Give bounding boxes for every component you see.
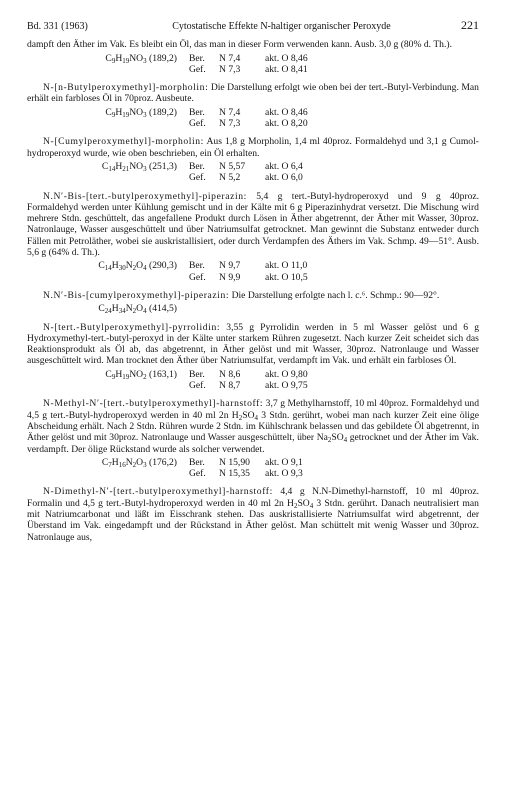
procedure-section: [27, 290, 479, 315]
analysis-values: [189, 457, 303, 480]
analysis-cell: akt. O 8,46: [265, 52, 308, 64]
procedure-body: dampft den Äther im Vak. Es bleibt ein Öl, das man in dieser Form verwenden kann. Ausb. 3,0 g (80% d. Th.).: [27, 39, 452, 51]
analysis-values: [189, 53, 308, 76]
analysis-cell: akt. O 10,5: [265, 271, 308, 283]
procedure-body: Aus 1,8 g Morpholin, 1,4 ml 40proz. Formaldehyd und 3,1 g Cumol-hydroperoxyd wurde, wie oben beschrieben, ein Öl erhalten.: [27, 136, 479, 159]
procedure-section: [27, 191, 479, 283]
procedure-body: 3,55 g Pyrrolidin werden in 5 ml Wasser gelöst und 6 g Hydroxymethyl-tert.-butyl-peroxyd in der Kälte unter starkem Rühren zugesetzt. Nach kurzer Zeit scheidet sich das Reaktionsprodukt als Öl ab, das abgetrennt, in Äther gelöst und mit Wasser, 30proz. Natronlauge und Wasser ausgeschüttelt wird. Man trocknet den Äther über Natriumsulfat, verdampft im Vak. und erhält ein farbloses Öl.: [27, 321, 479, 367]
procedure-text: [27, 486, 479, 542]
analysis-cell: akt. O 8,20: [265, 118, 308, 130]
analysis-cell: akt. O 8,46: [265, 106, 308, 118]
molecular-formula: $C_9H_{19}NO_3$ (189,2): [105, 106, 177, 119]
analysis-cell: akt. O 6,4: [265, 160, 303, 172]
procedure-section: [27, 486, 479, 542]
procedure-text: [27, 136, 479, 159]
analysis-cell: akt. O 9,75: [265, 380, 308, 392]
running-header: [27, 20, 479, 32]
analysis-values: [189, 303, 265, 314]
elemental-analysis: [27, 161, 479, 184]
compound-name: N-[n-Butylperoxymethyl]-morpholin:: [43, 82, 209, 94]
procedure-body: 3,7 g Methylharnstoff, 10 ml 40proz. Formaldehyd und 4,5 g tert.-Butyl-hydroperoxyd werden in 40 ml 2n $H_2SO_4$ 3 Stdn. gerührt, wobei man nach kurzer Zeit eine ölige Abscheidung erhält. Nach 2 Stdn. Rühren wurde 2 Stdn. im Kühlschrank belassen und das gebildete Öl abgetrennt, in Äther gelöst und mit 30proz. Natronlauge und Wasser ausgeschüttelt, über $Na_2SO_4$ getrocknet und der Äther im Vak. verdampft. Der ölige Rückstand wurde als solcher verwendet.: [27, 398, 480, 455]
analysis-cell: akt. O 6,0: [265, 172, 303, 184]
analysis-cell: Gef.: [189, 271, 206, 283]
analysis-cell: N 7,3: [219, 118, 241, 130]
procedure-section: [27, 398, 479, 479]
analysis-cell: Gef.: [189, 468, 206, 480]
elemental-analysis: [27, 260, 479, 283]
analysis-cell: Ber.: [189, 368, 205, 380]
analysis-cell: N 7,4: [219, 52, 241, 64]
analysis-cell: akt. O 9,3: [265, 468, 303, 480]
analysis-cell: Ber.: [189, 106, 205, 118]
procedure-body: 4,4 g N.N-Dimethyl-harnstoff, 10 ml 40proz. Formalin und 4,5 g tert.-Butyl-hydroperoxyd werden in 40 ml 2n $H_2SO_4$ 3 Stdn. gerührt. Danach neutralisiert man mit Natriumcarbonat und läßt im Eisschrank stehen. Das auskristallisierte Natriumsulfat wird abgetrennt, der Überstand im Vak. eingedampft und der Rückstand in Äther gelöst. Man schüttelt mit wenig Wasser und 30proz. Natronlauge aus,: [27, 486, 480, 543]
procedure-text: [27, 82, 479, 105]
journal-page: [27, 20, 479, 543]
procedure-section: [27, 82, 479, 129]
procedure-text: [27, 290, 479, 301]
molecular-formula: $C_9H_{19}NO_3$ (189,2): [105, 52, 177, 65]
volume-info: Bd. 331 (1963): [27, 21, 88, 32]
procedure-text: [27, 398, 479, 454]
analysis-cell: N 5,2: [219, 172, 241, 184]
molecular-formula: $C_9H_{19}NO_2$ (163,1): [105, 368, 177, 381]
compound-name: N-[tert.-Butylperoxymethyl]-pyrrolidin:: [43, 321, 221, 333]
analysis-cell: Gef.: [189, 172, 206, 184]
procedure-text: [27, 322, 479, 367]
elemental-analysis: [27, 369, 479, 392]
analysis-cell: N 8,6: [219, 368, 241, 380]
procedure-body: Die Darstellung erfolgt wie oben bei der tert.-Butyl-Verbindung. Man erhält ein farbloses Öl in 70proz. Ausbeute.: [27, 82, 479, 105]
analysis-cell: Ber.: [189, 160, 205, 172]
analysis-cell: Ber.: [189, 52, 205, 64]
compound-name: N-Dimethyl-N′-[tert.-butylperoxymethyl]-harnstoff:: [43, 486, 273, 498]
analysis-cell: N 15,35: [219, 468, 250, 480]
elemental-analysis: [27, 107, 479, 130]
analysis-cell: N 9,9: [219, 271, 241, 283]
molecular-formula: $C_{14}H_{21}NO_3$ (251,3): [101, 160, 177, 173]
analysis-cell: akt. O 9,80: [265, 368, 308, 380]
analysis-cell: Gef.: [189, 63, 206, 75]
analysis-cell: akt. O 8,41: [265, 63, 308, 75]
analysis-cell: Ber.: [189, 260, 205, 272]
analysis-cell: N 8,7: [219, 380, 241, 392]
article-body: [27, 39, 479, 543]
analysis-values: [189, 369, 308, 392]
procedure-section: [27, 39, 479, 75]
analysis-cell: N 5,57: [219, 160, 246, 172]
compound-name: N.N′-Bis-[cumylperoxymethyl]-piperazin:: [43, 289, 230, 301]
analysis-cell: akt. O 11,0: [265, 260, 308, 272]
page-number: 221: [461, 18, 479, 32]
procedure-text: [27, 191, 479, 259]
analysis-cell: Gef.: [189, 380, 206, 392]
running-title: Cytostatische Effekte N-haltiger organischer Peroxyde: [172, 21, 391, 32]
compound-name: N-[Cumylperoxymethyl]-morpholin:: [43, 136, 204, 148]
elemental-analysis: [27, 457, 479, 480]
analysis-cell: Ber.: [189, 456, 205, 468]
procedure-section: [27, 136, 479, 183]
molecular-formula: $C_{24}H_{34}N_2O_4$ (414,5): [98, 303, 177, 316]
analysis-values: [189, 260, 308, 283]
analysis-cell: N 9,7: [219, 260, 241, 272]
analysis-values: [189, 107, 308, 130]
elemental-analysis: [27, 303, 479, 314]
procedure-body: 5,4 g tert.-Butyl-hydroperoxyd und 9 g 40proz. Formaldehyd werden unter Kühlung gemischt und in der Kälte mit 6 g Piperazinhydrat versetzt. Die Mischung wird mehrere Stdn. geschüttelt, das angefallene Produkt durch Lösen in Äther abgetrennt, der Äther mit Wasser, 30proz. Natronlauge, Wasser ausgeschüttelt und über Natriumsulfat getrocknet. Man gewinnt die Substanz entweder durch Fällen mit Petroläther, wobei sie auskristallisiert, oder durch Verdampfen des Äthers im Vak. Schmp. 49—51°. Ausb. 5,6 g (64% d. Th.).: [27, 190, 480, 259]
analysis-cell: N 7,4: [219, 106, 241, 118]
procedure-section: [27, 322, 479, 392]
analysis-cell: N 15,90: [219, 456, 250, 468]
procedure-text: [27, 39, 479, 50]
analysis-cell: N 7,3: [219, 63, 241, 75]
molecular-formula: $C_{14}H_{30}N_2O_4$ (290,3): [98, 260, 177, 273]
analysis-values: [189, 161, 303, 184]
compound-name: N-Methyl-N′-[tert.-butylperoxymethyl]-harnstoff:: [43, 398, 264, 410]
elemental-analysis: [27, 53, 479, 76]
molecular-formula: $C_7H_{16}N_2O_3$ (176,2): [101, 456, 177, 469]
analysis-cell: akt. O 9,1: [265, 456, 303, 468]
compound-name: N.N′-Bis-[tert.-butylperoxymethyl]-piperazin:: [43, 190, 247, 202]
analysis-cell: Gef.: [189, 118, 206, 130]
procedure-body: Die Darstellung erfolgte nach l. c.⁶. Schmp.: 90—92°.: [231, 289, 440, 301]
